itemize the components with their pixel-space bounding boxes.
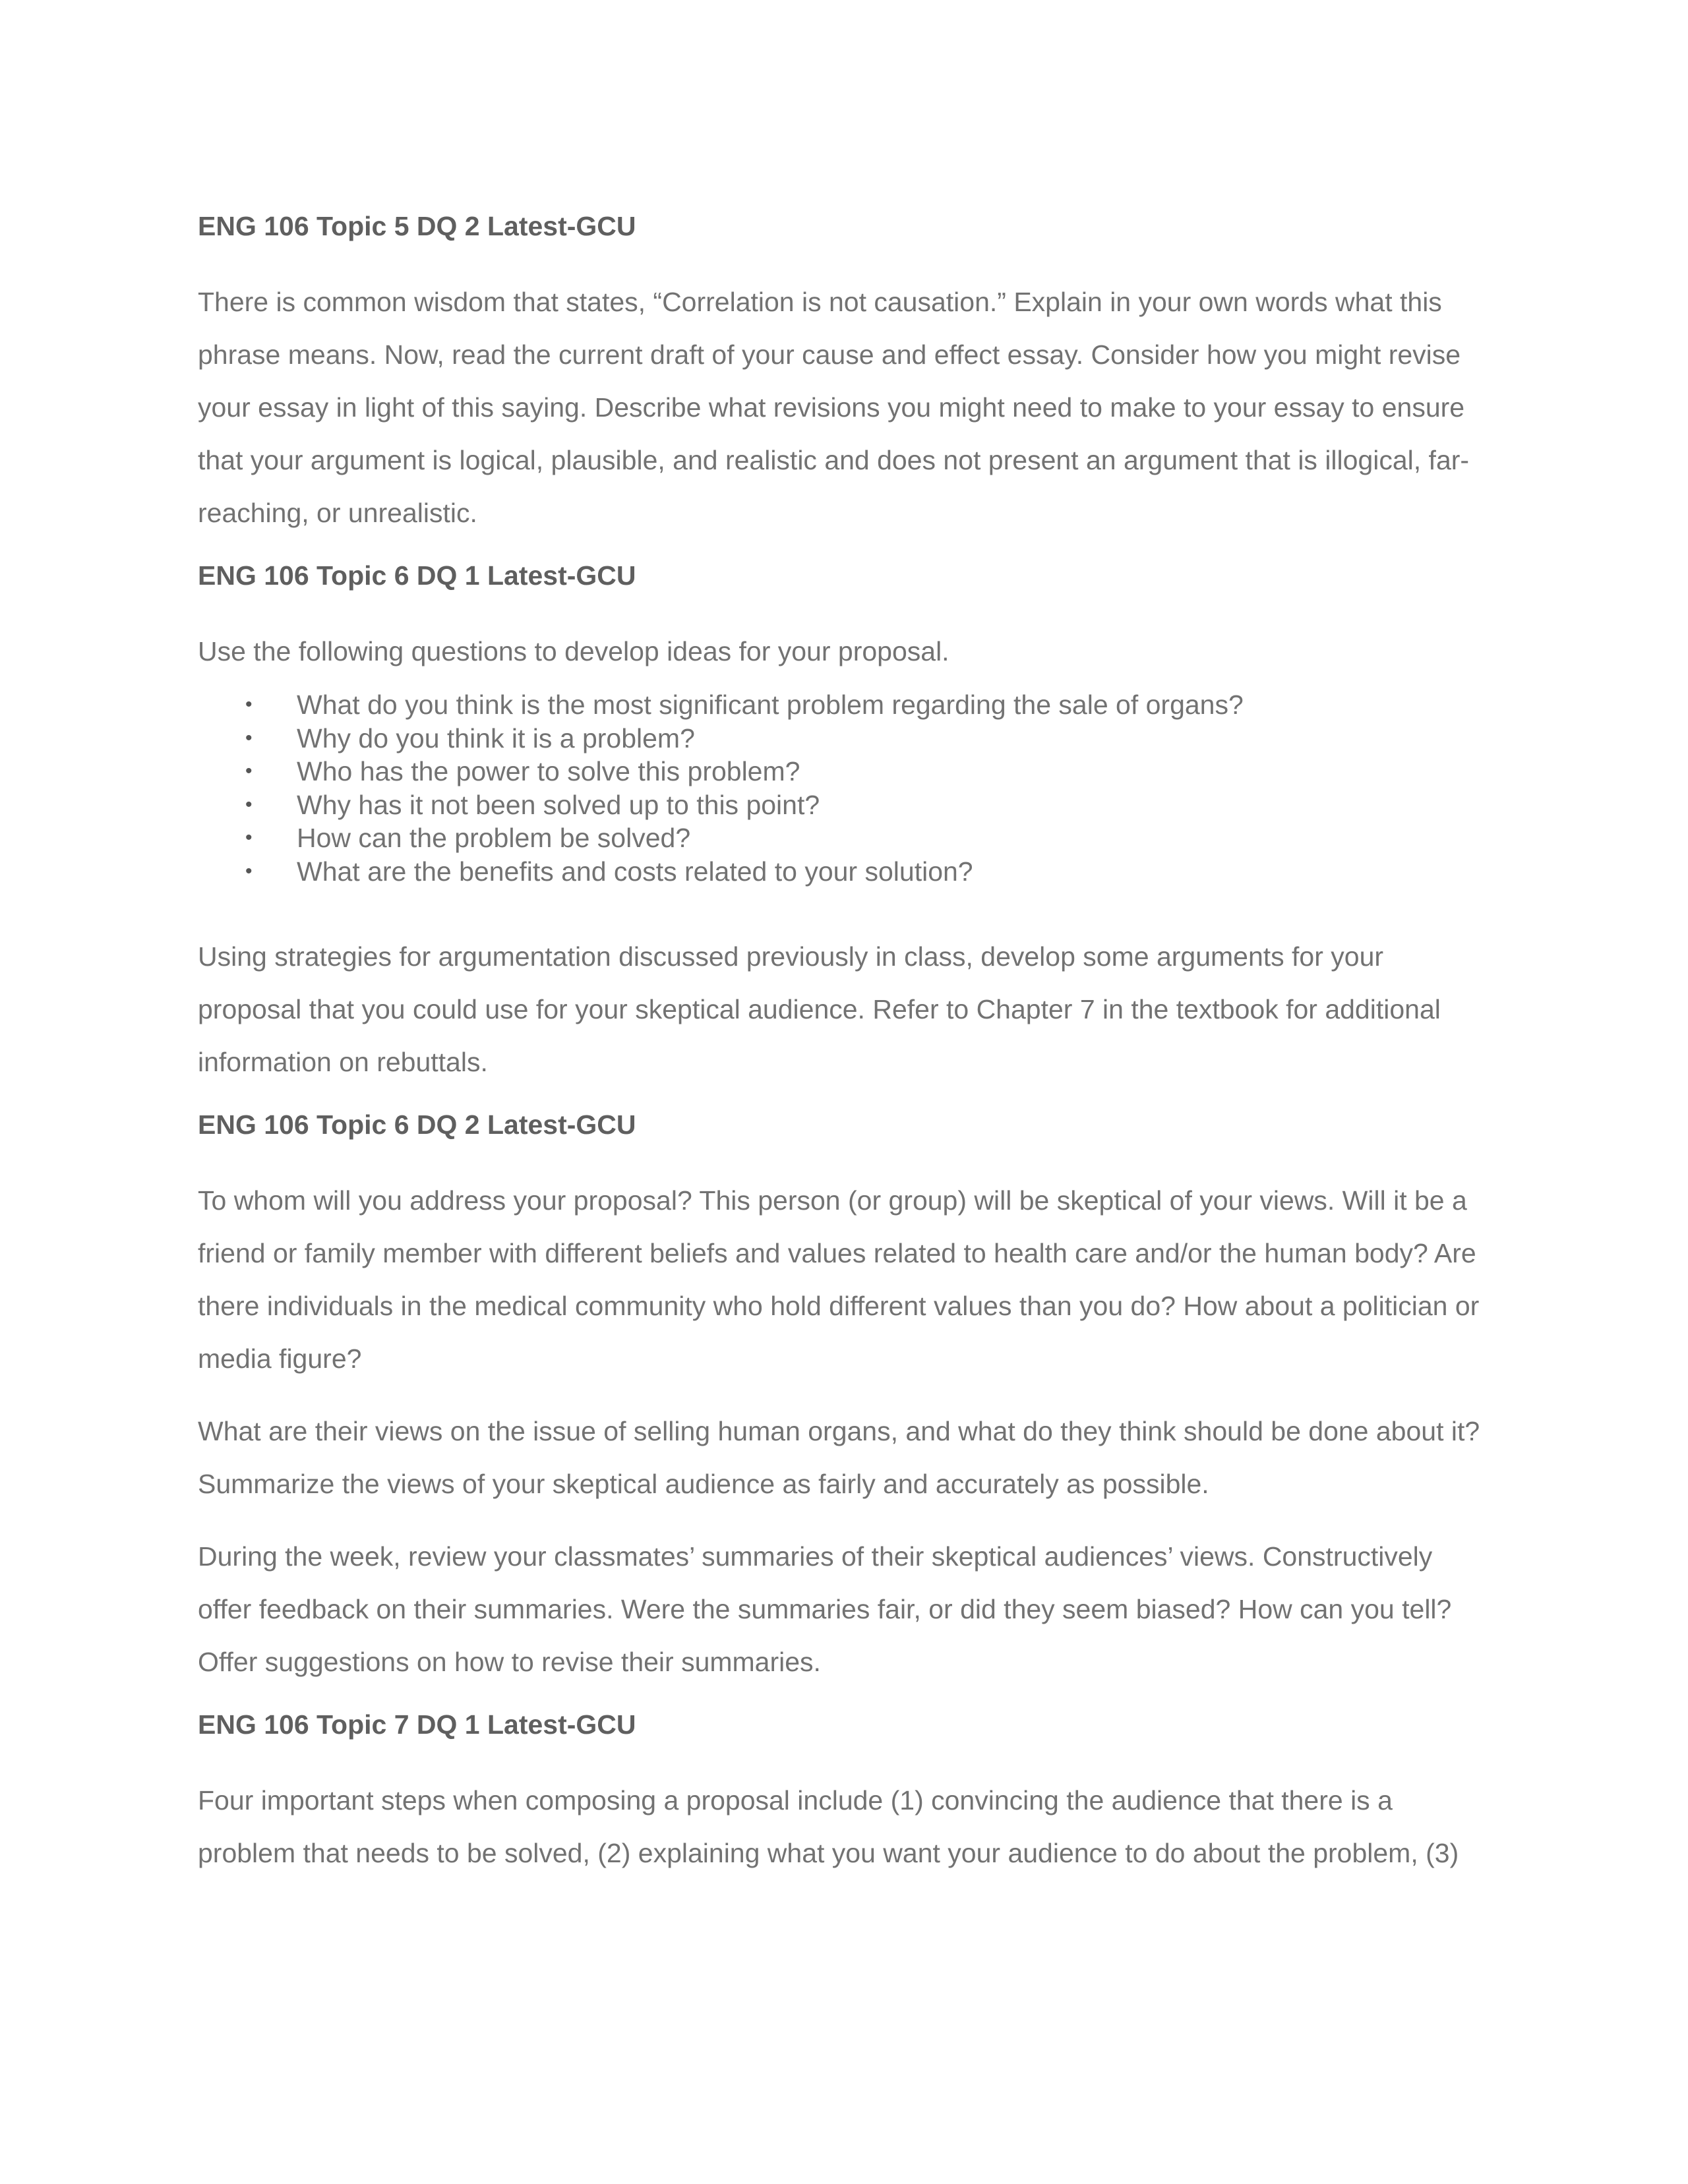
list-item-text: Why has it not been solved up to this point?	[297, 789, 820, 820]
paragraph: Four important steps when composing a proposal include (1) convincing the audience that there is a problem that needs to be solved, (2) explaining what you want your audience to do about the problem, (3)	[198, 1785, 1459, 1868]
list-item-text: How can the problem be solved?	[297, 823, 691, 853]
paragraph: Use the following questions to develop ideas for your proposal.	[198, 636, 950, 666]
paragraph: What are their views on the issue of selling human organs, and what do they think should be done about it? Summarize the views of your skeptical audience as fairly and accurately as possible.	[198, 1416, 1480, 1499]
bullet-icon: •	[245, 760, 253, 782]
question-list	[198, 688, 1490, 888]
bullet-icon: •	[245, 726, 253, 749]
section-topic5-dq2	[198, 210, 1490, 539]
paragraph: During the week, review your classmates’ summaries of their skeptical audiences’ views. Constructively offer feedback on their summaries. Were the summaries fair, or did they seem biased? How can you tell? Offer suggestions on how to revise their summaries.	[198, 1541, 1452, 1677]
list-item-text: What are the benefits and costs related to your solution?	[297, 856, 973, 887]
bullet-icon: •	[245, 827, 253, 848]
list-item	[198, 788, 1490, 822]
paragraph: There is common wisdom that states, “Correlation is not causation.” Explain in your own words what this phrase means. Now, read the current draft of your cause and effect essay. Consider how you might revise your essay in light of this saying. Describe what revisions you might need to make to your essay to ensure that your argument is logical, plausible, and realistic and does not present an argument that is illogical, far-reaching, or unrealistic.	[198, 287, 1470, 528]
bullet-icon: •	[245, 860, 253, 882]
bullet-icon: •	[245, 694, 253, 715]
list-item-text: What do you think is the most significant problem regarding the sale of organs?	[297, 690, 1244, 720]
section-topic7-dq1	[198, 1708, 1490, 1879]
section-heading: ENG 106 Topic 6 DQ 2 Latest-GCU	[198, 1109, 636, 1140]
list-item-text: Why do you think it is a problem?	[297, 723, 695, 753]
list-item-text: Who has the power to solve this problem?	[297, 756, 800, 786]
document-page	[198, 210, 1490, 1899]
list-item	[198, 722, 1490, 755]
list-item	[198, 821, 1490, 855]
bullet-icon: •	[245, 793, 253, 815]
section-heading: ENG 106 Topic 7 DQ 1 Latest-GCU	[198, 1709, 636, 1740]
section-topic6-dq1	[198, 559, 1490, 1088]
list-item	[198, 755, 1490, 788]
section-heading: ENG 106 Topic 5 DQ 2 Latest-GCU	[198, 211, 636, 241]
list-item	[198, 688, 1490, 722]
section-heading: ENG 106 Topic 6 DQ 1 Latest-GCU	[198, 560, 636, 591]
paragraph: To whom will you address your proposal? This person (or group) will be skeptical of your views. Will it be a friend or family member with different beliefs and values related to health care and/or the human body? Are there individuals in the medical community who hold different values than you do? How about a politician or media figure?	[198, 1185, 1480, 1374]
paragraph: Using strategies for argumentation discussed previously in class, develop some arguments for your proposal that you could use for your skeptical audience. Refer to Chapter 7 in the textbook for additional information on rebuttals.	[198, 941, 1441, 1077]
section-topic6-dq2	[198, 1108, 1490, 1688]
list-item	[198, 855, 1490, 889]
